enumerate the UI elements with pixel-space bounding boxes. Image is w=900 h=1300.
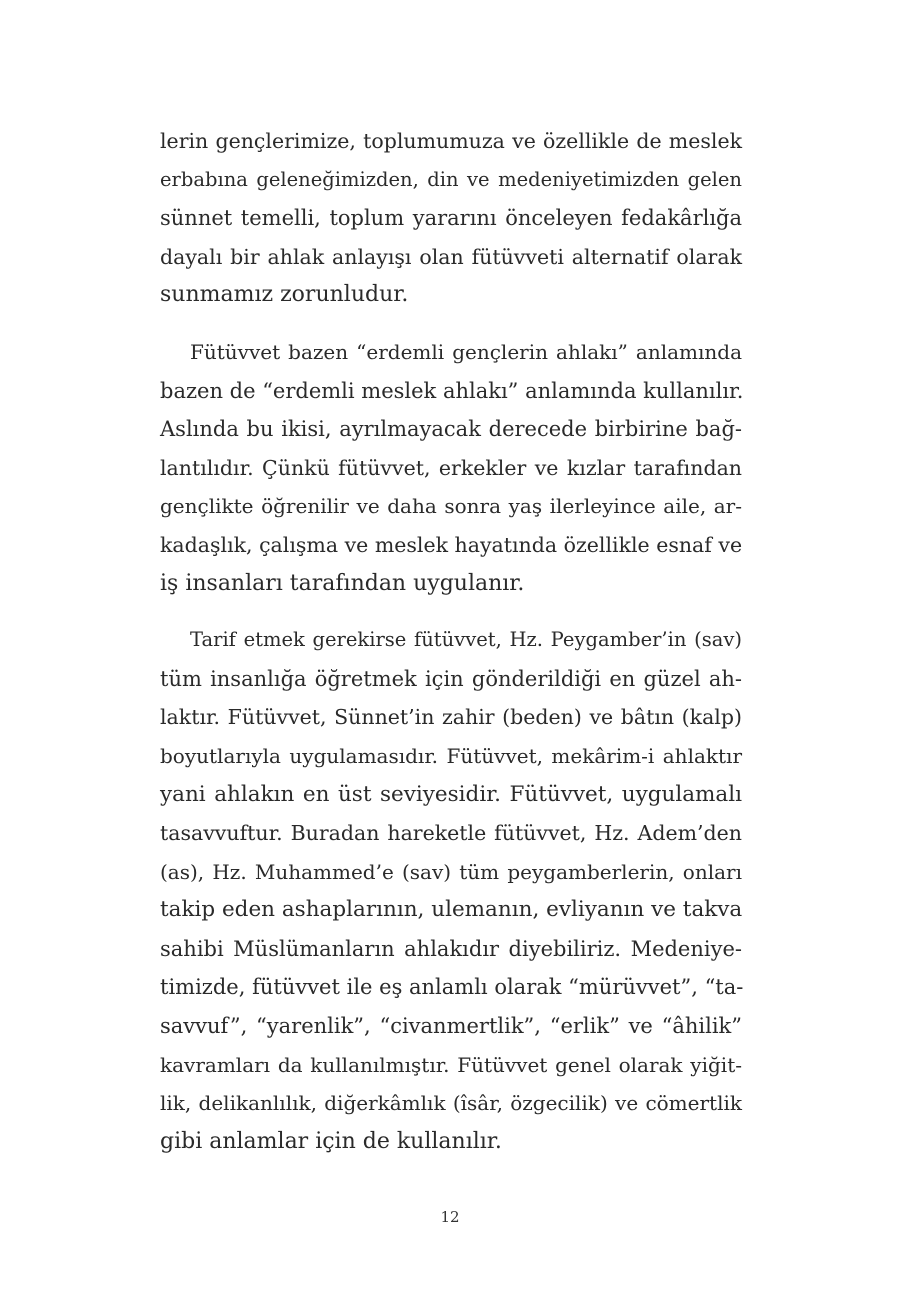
paragraph-1 — [160, 122, 742, 315]
page-body — [160, 122, 742, 1161]
text-line: Fütüvvet bazen “erdemli gençlerin ahlakı” anlamında — [190, 339, 742, 364]
text-line: erbabına geleneğimizden, din ve medeniyetimizden gelen — [160, 167, 742, 191]
text-line: sahibi Müslümanların ahlakıdır diyebiliriz. Medeniye- — [160, 936, 742, 961]
paragraph-2 — [160, 333, 742, 603]
page-number: 12 — [440, 1208, 460, 1226]
text-line: dayalı bir ahlak anlayışı olan fütüvveti alternatif olarak — [160, 244, 742, 269]
text-line: Tarif etmek gerekirse fütüvvet, Hz. Peygamber’in (sav) — [190, 628, 742, 652]
text-line: bazen de “erdemli meslek ahlakı” anlamında kullanılır. — [160, 378, 744, 403]
text-line: iş insanları tarafından uygulanır. — [160, 570, 525, 596]
text-line: sünnet temelli, toplum yararını önceleyen fedakârlığa — [160, 206, 742, 231]
text-line: gibi anlamlar için de kullanılır. — [160, 1128, 502, 1154]
text-line: laktır. Fütüvvet, Sünnet’in zahir (beden) ve bâtın (kalp) — [160, 705, 742, 730]
text-line: lerin gençlerimize, toplumumuza ve özellikle de meslek — [160, 129, 742, 153]
text-line: takip eden ashaplarının, ulemanın, evliyanın ve takva — [160, 897, 743, 923]
text-line: kadaşlık, çalışma ve meslek hayatında özellikle esnaf ve — [160, 532, 743, 557]
text-line: (as), Hz. Muhammed’e (sav) tüm peygamberlerin, onları — [160, 859, 742, 884]
text-line: boyutlarıyla uygulamasıdır. Fütüvvet, mekârim-i ahlaktır — [160, 743, 742, 768]
paragraph-3 — [160, 621, 742, 1161]
text-line: yani ahlakın en üst seviyesidir. Fütüvvet, uygulamalı — [160, 781, 742, 807]
text-line: savvuf”, “yarenlik”, “civanmertlik”, “erlik” ve “âhilik” — [160, 1014, 742, 1039]
text-line: tüm insanlığa öğretmek için gönderildiği en güzel ah- — [160, 666, 742, 691]
text-line: tasavvuftur. Buradan hareketle fütüvvet, Hz. Adem’den — [160, 821, 742, 846]
text-line: timizde, fütüvvet ile eş anlamlı olarak “mürüvvet”, “ta- — [160, 975, 744, 1000]
text-line: kavramları da kullanılmıştır. Fütüvvet genel olarak yiğit- — [160, 1052, 742, 1077]
text-line: sunmamız zorunludur. — [160, 282, 409, 308]
text-line: lantılıdır. Çünkü fütüvvet, erkekler ve kızlar tarafından — [160, 455, 742, 480]
text-line: lik, delikanlılık, diğerkâmlık (îsâr, özgecilik) ve cömertlik — [160, 1091, 742, 1116]
text-line: gençlikte öğrenilir ve daha sonra yaş ilerleyince aile, ar- — [160, 494, 742, 519]
text-line: Aslında bu ikisi, ayrılmayacak derecede birbirine bağ- — [160, 417, 742, 442]
